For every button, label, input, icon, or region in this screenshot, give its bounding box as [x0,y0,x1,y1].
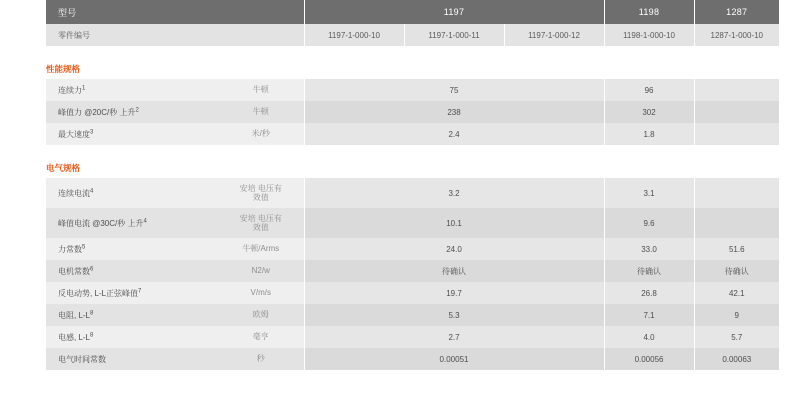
part-number-row [46,24,779,46]
row-label: 最大速度$^3$ [46,123,218,145]
row-unit: 牛顿/Arms [218,238,304,260]
row-label: 电气时间常数 [46,348,218,370]
spec-table [46,178,779,370]
row-label: 力常数$^5$ [46,238,218,260]
row-value: 302 [604,101,694,123]
row-label: 连续力$^1$ [46,79,218,101]
table-row [46,304,779,326]
section-title: 性能规格 [46,64,81,74]
row-value: 9 [694,304,779,326]
row-label: 电感, $L-L^8$ [46,326,218,348]
row-value [694,208,779,238]
footnote-marker: 8 [90,331,94,338]
row-value: 238 [304,101,604,123]
unit-line-2: 效值 [252,223,269,232]
part-number-2: 1197-1-000-12 [504,24,604,46]
row-value: 5.7 [694,326,779,348]
row-label: 反电动势, L-L正弦峰值$^7$ [46,282,218,304]
table-row [46,101,779,123]
table-row [46,123,779,145]
row-value: 10.1 [304,208,604,238]
row-value: 0.00063 [694,348,779,370]
row-value: 待确认 [304,260,604,282]
row-value [694,101,779,123]
spec-table [46,79,779,145]
row-value: 51.6 [694,238,779,260]
row-value: 0.00056 [604,348,694,370]
unit-line-1: 安培 电压有 [239,183,282,193]
row-value: 7.1 [604,304,694,326]
row-value: 33.0 [604,238,694,260]
part-number-label: 零件编号 [46,24,304,46]
model-row [46,0,779,24]
row-unit: V/m/s [218,282,304,304]
part-number-4: 1287-1-000-10 [694,24,779,46]
row-value: 1.8 [604,123,694,145]
unit-line-1: 安培 电压有 [239,213,282,223]
row-label: 峰值力 @20C/秒 上升$^2$ [46,101,218,123]
row-value: 24.0 [304,238,604,260]
table-row [46,238,779,260]
row-value: 3.2 [304,178,604,208]
row-unit: 秒 [218,348,304,370]
row-value: 19.7 [304,282,604,304]
footnote-marker: 6 [90,265,94,272]
row-value: 待确认 [694,260,779,282]
row-value: 4.0 [604,326,694,348]
row-value: 0.00051 [304,348,604,370]
row-value [694,123,779,145]
table-row [46,178,779,208]
row-value: 2.4 [304,123,604,145]
footnote-marker: 4 [143,217,147,224]
row-label: 电阻, $L-L^8$ [46,304,218,326]
model-label: 型号 [46,0,304,24]
table-row [46,326,779,348]
unit-line-2: 效值 [252,193,269,202]
row-value: 42.1 [694,282,779,304]
table-row [46,208,779,238]
footnote-marker: 5 [82,243,86,250]
table-row [46,282,779,304]
row-label: 电机常数$^6$ [46,260,218,282]
row-value: 2.7 [304,326,604,348]
row-label: 连续电流$^4$ [46,178,218,208]
row-unit: 毫亨 [218,326,304,348]
row-unit [218,178,304,208]
table-row [46,79,779,101]
model-1198: 1198 [604,0,694,24]
row-value: 9.6 [604,208,694,238]
row-unit: 牛顿 [218,101,304,123]
model-1197: 1197 [304,0,604,24]
section-title: 电气规格 [46,163,81,173]
row-label: 峰值电流 @30C/秒 上升$^4$ [46,208,218,238]
footnote-marker: 1 [82,84,86,91]
footnote-marker: 4 [90,187,94,194]
row-value: 5.3 [304,304,604,326]
row-value: 3.1 [604,178,694,208]
part-number-0: 1197-1-000-10 [304,24,404,46]
footnote-marker: 8 [90,309,94,316]
row-unit: 欧姆 [218,304,304,326]
row-unit: 米/秒 [218,123,304,145]
row-value: 待确认 [604,260,694,282]
row-value [694,178,779,208]
footnote-marker: 2 [135,106,139,113]
row-value: 96 [604,79,694,101]
model-header-table [46,0,779,46]
model-1287: 1287 [694,0,779,24]
sections-container [0,63,809,370]
row-value [694,79,779,101]
row-unit [218,208,304,238]
part-number-1: 1197-1-000-11 [404,24,504,46]
footnote-marker: 3 [90,128,94,135]
footnote-marker: 7 [138,287,142,294]
row-unit: 牛顿 [218,79,304,101]
part-number-3: 1198-1-000-10 [604,24,694,46]
table-row [46,348,779,370]
row-value: 26.8 [604,282,694,304]
row-unit: N2/w [218,260,304,282]
table-row [46,260,779,282]
row-value: 75 [304,79,604,101]
